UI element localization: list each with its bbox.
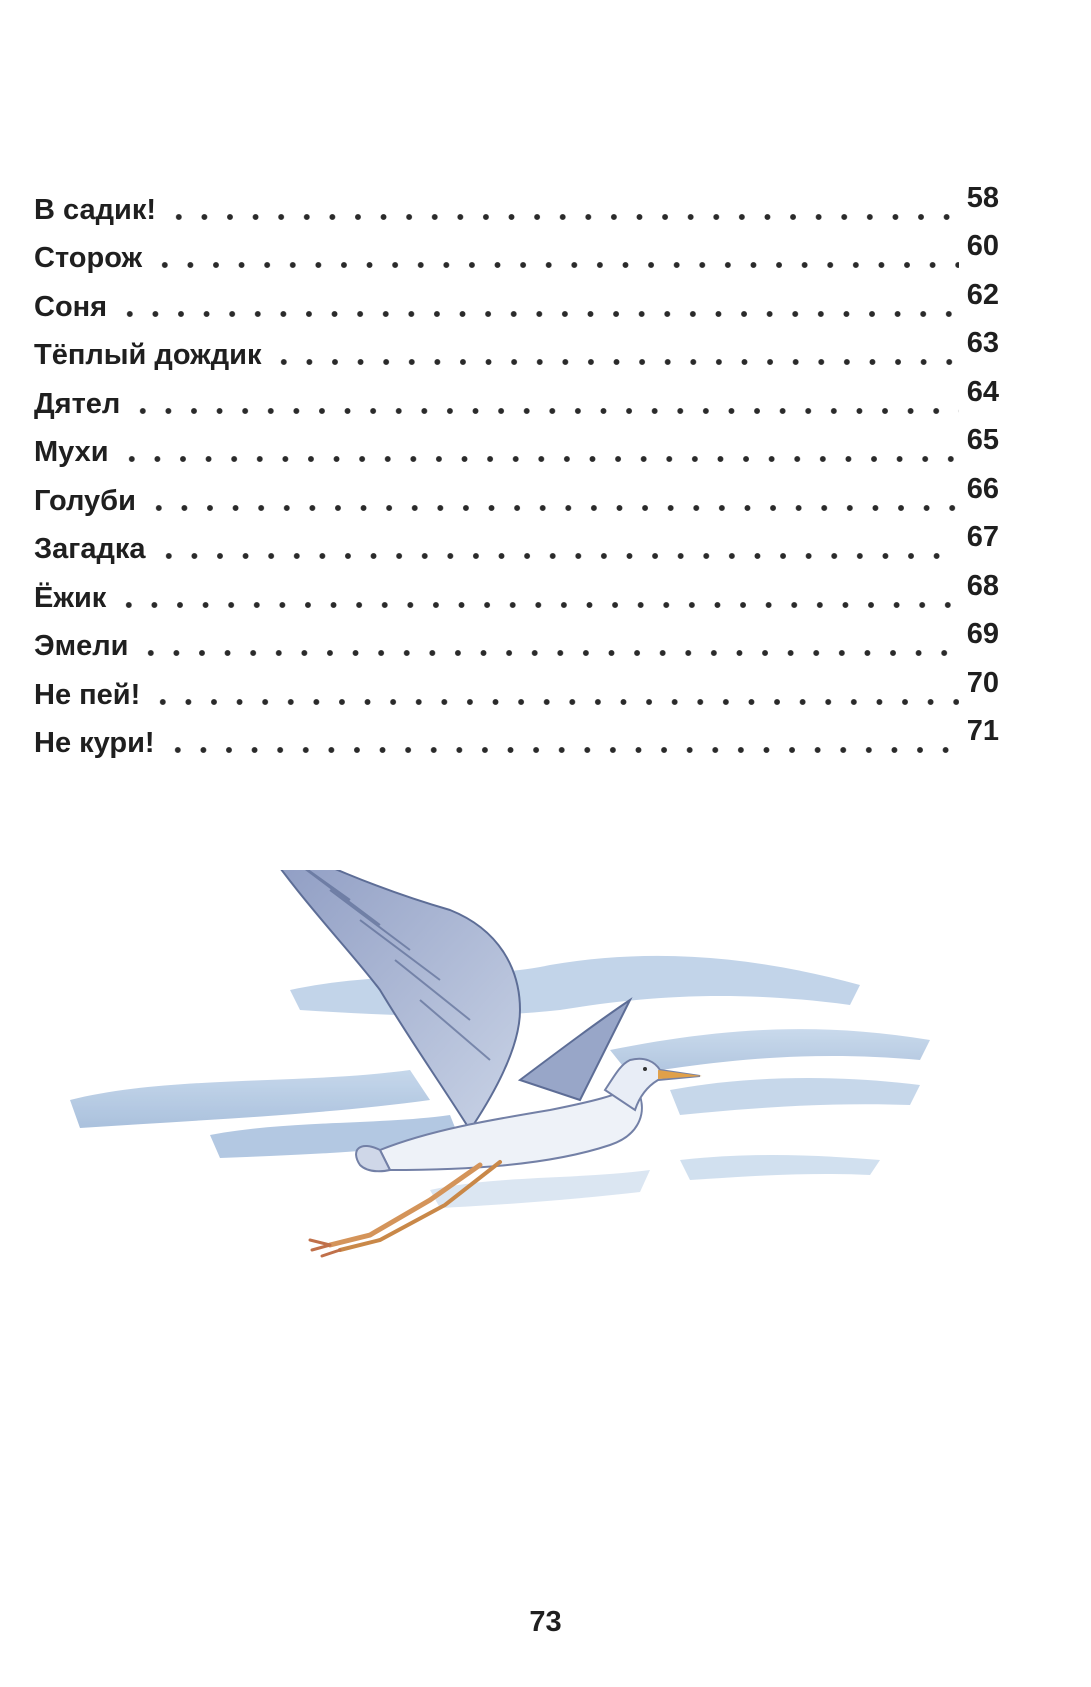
toc-entry[interactable] — [34, 467, 999, 516]
toc-entry-page: 63 — [966, 327, 999, 359]
toc-entry[interactable] — [34, 322, 999, 371]
table-of-contents — [34, 176, 999, 758]
toc-entry-title: Загадка — [34, 533, 146, 565]
dot-leader — [130, 408, 958, 414]
toc-entry-page: 62 — [966, 278, 999, 311]
toc-entry[interactable] — [34, 661, 999, 710]
toc-entry-title: Голуби — [34, 484, 136, 517]
dot-leader — [165, 747, 959, 753]
toc-entry-title: Эмели — [34, 630, 129, 662]
toc-entry[interactable] — [34, 370, 999, 419]
toc-entry[interactable] — [34, 710, 999, 759]
dot-leader — [166, 214, 959, 220]
toc-entry[interactable] — [34, 419, 999, 468]
dot-leader — [146, 505, 959, 511]
toc-entry[interactable] — [34, 225, 999, 274]
toc-entry-page: 64 — [966, 375, 999, 408]
dot-leader — [150, 699, 958, 705]
toc-entry[interactable] — [34, 613, 999, 662]
toc-entry[interactable] — [34, 176, 999, 225]
dot-leader — [116, 602, 958, 608]
toc-entry-page: 67 — [966, 521, 999, 553]
toc-entry-page: 71 — [966, 715, 999, 747]
toc-entry-title: Дятел — [34, 387, 121, 420]
dot-leader — [271, 359, 958, 365]
toc-entry-title: Сторож — [34, 242, 143, 274]
toc-entry-page: 69 — [966, 618, 999, 650]
dot-leader — [138, 650, 958, 656]
toc-entry-page: 60 — [966, 230, 999, 262]
heron-illustration — [50, 870, 1010, 1350]
dot-leader — [156, 553, 959, 559]
toc-entry-page: 70 — [966, 666, 999, 699]
toc-entry[interactable] — [34, 516, 999, 565]
toc-entry-title: Соня — [34, 290, 108, 323]
toc-entry-page: 65 — [966, 424, 999, 456]
toc-entry-title: Не кури! — [34, 727, 155, 759]
toc-entry-page: 58 — [966, 181, 999, 214]
toc-entry-title: Ёжик — [34, 581, 107, 614]
toc-entry[interactable] — [34, 273, 999, 322]
toc-entry-page: 66 — [966, 472, 999, 505]
dot-leader — [117, 311, 959, 317]
dot-leader — [119, 456, 959, 462]
page-number: 73 — [529, 1606, 562, 1638]
toc-entry[interactable] — [34, 564, 999, 613]
dot-leader — [152, 262, 959, 268]
toc-entry-page: 68 — [966, 569, 999, 602]
toc-entry-title: Тёплый дождик — [34, 339, 262, 371]
toc-entry-title: Мухи — [34, 436, 109, 468]
toc-entry-title: Не пей! — [34, 678, 141, 711]
toc-entry-title: В садик! — [34, 193, 157, 226]
